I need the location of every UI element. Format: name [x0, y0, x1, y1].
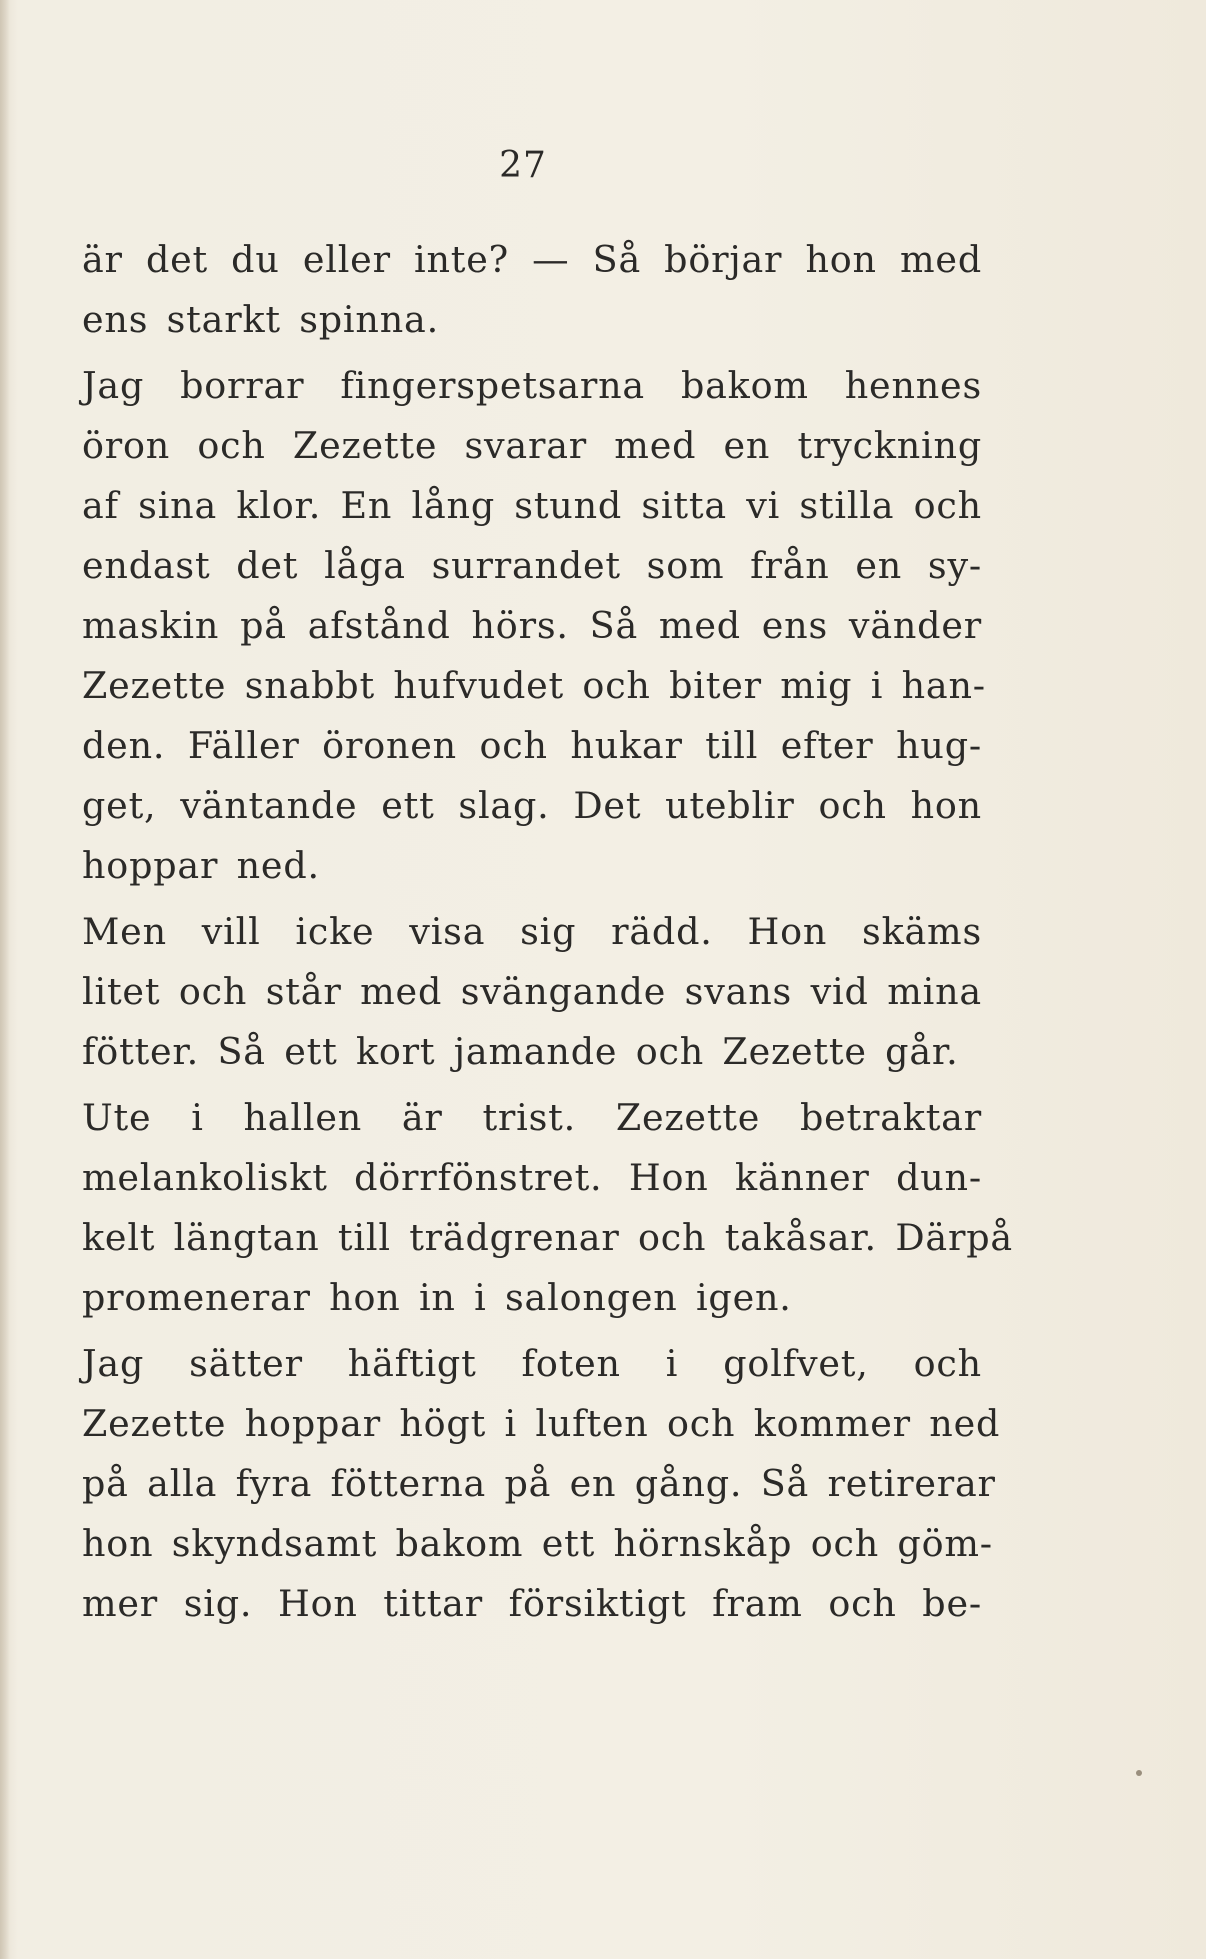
page-number: 27	[499, 145, 547, 186]
text-line: på alla fyra fötterna på en gång. Så retirerar	[82, 1462, 996, 1505]
text-line: Jag borrar fingerspetsarna bakom hennes	[82, 364, 982, 407]
page-edge-shadow	[0, 0, 10, 1959]
text-line: hoppar ned.	[82, 844, 320, 887]
paragraph-1	[82, 230, 982, 350]
text-line: endast det låga surrandet som från en sy-	[82, 544, 982, 587]
paper-speck	[1136, 1770, 1142, 1776]
text-line: är det du eller inte? — Så börjar hon med	[82, 238, 982, 281]
text-line: maskin på afstånd hörs. Så med ens vänder	[82, 604, 982, 647]
text-line: hon skyndsamt bakom ett hörnskåp och göm-	[82, 1522, 993, 1565]
text-line: ens starkt spinna.	[82, 298, 439, 341]
text-line: Men vill icke visa sig rädd. Hon skäms	[82, 910, 982, 953]
paragraph-3	[82, 902, 982, 1082]
text-line: fötter. Så ett kort jamande och Zezette går.	[82, 1030, 959, 1073]
text-line: litet och står med svängande svans vid mina	[82, 970, 982, 1013]
text-line: Zezette hoppar högt i luften och kommer ned	[82, 1402, 1001, 1445]
text-line: kelt längtan till trädgrenar och takåsar. Därpå	[82, 1216, 1013, 1259]
text-line: promenerar hon in i salongen igen.	[82, 1276, 792, 1319]
paragraph-4	[82, 1088, 1013, 1328]
text-line: den. Fäller öronen och hukar till efter hug-	[82, 724, 982, 767]
text-line: get, väntande ett slag. Det uteblir och hon	[82, 784, 982, 827]
text-line: af sina klor. En lång stund sitta vi stilla och	[82, 484, 982, 527]
text-line: Jag sätter häftigt foten i golfvet, och	[82, 1342, 982, 1385]
text-line: melankoliskt dörrfönstret. Hon känner dun-	[82, 1156, 982, 1199]
text-line: mer sig. Hon tittar försiktigt fram och be-	[82, 1582, 982, 1625]
text-line: Ute i hallen är trist. Zezette betraktar	[82, 1096, 982, 1139]
text-line: öron och Zezette svarar med en tryckning	[82, 424, 982, 467]
body-text	[82, 230, 1013, 1640]
paragraph-2	[82, 356, 986, 896]
paragraph-5	[82, 1334, 1001, 1634]
text-line: Zezette snabbt hufvudet och biter mig i han-	[82, 664, 986, 707]
